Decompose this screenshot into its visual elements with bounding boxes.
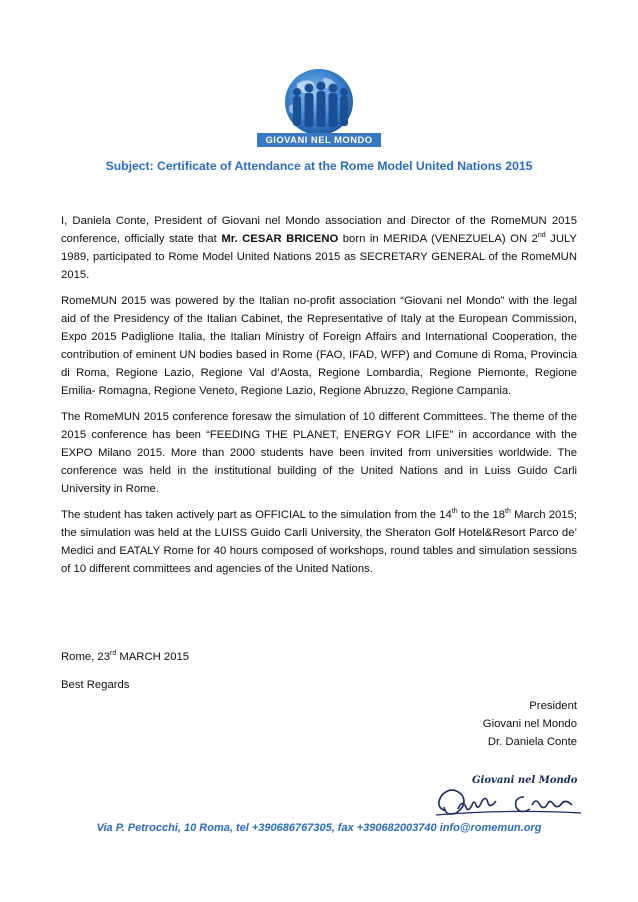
svg-text:Giovani nel Mondo: Giovani nel Mondo: [472, 775, 578, 786]
paragraph-4: [61, 506, 577, 578]
paragraph-3: The RomeMUN 2015 conference foresaw the simulation of 10 different Committees. The theme of the 2015 conference has been “FEEDING THE PLANET, ENERGY FOR LIFE” in accordance with the EXPO Milano 2015. More than 2000 students have been invited from universities worldwide. The conference was held in the institutional building of the United Nations and in Luiss Guido Carli University in Rome.: [61, 411, 577, 495]
date-text-b: MARCH 2015: [116, 651, 190, 663]
logo-text: GIOVANI NEL MONDO: [257, 133, 381, 147]
signature-block: [483, 697, 577, 751]
p1-text-a: I, Daniela Conte, President of Giovani nel Mondo association and Director of the RomeMUN 2015 conference, officially state that: [61, 215, 577, 245]
p1-text-c: JULY 1989, participated to Rome Model United Nations 2015 as SECRETARY GENERAL of the RomeMUN 2015.: [61, 233, 577, 281]
handwritten-signature: [428, 769, 588, 821]
p4-text-b: to the 18: [457, 509, 506, 521]
p1-sup: nd: [537, 232, 546, 240]
date-line: [61, 651, 189, 663]
paragraph-2: RomeMUN 2015 was powered by the Italian no-profit association “Giovani nel Mondo” with the legal aid of the Presidency of the Italian Cabinet, the Representative of Italy at the European Commission, Expo 2015 Padiglione Italia, the Italian Ministry of Foreign Affairs and International Cooperation, the contribution of eminent UN bodies based in Rome (FAO, IFAD, WFP) and Comune di Roma, Provincia di Roma, Regione Lazio, Regione Val d’Aosta, Regione Lombardia, Regione Piemonte, Regione Emilia- Romagna, Regione Veneto, Regione Lazio, Regione Abruzzo, Regione Campania.: [61, 295, 577, 397]
signer-title: President: [529, 700, 577, 712]
p4-sup-1: th: [451, 508, 458, 516]
globe-people-icon: [257, 62, 381, 134]
student-name: Mr. CESAR BRICENO: [221, 233, 339, 245]
p1-text-b: born in MERIDA (VENEZUELA) ON 2: [338, 233, 538, 245]
signer-name: Dr. Daniela Conte: [487, 736, 577, 748]
p4-text-a: The student has taken actively part as OFFICIAL to the simulation from the 14: [61, 509, 452, 521]
date-sup: rd: [109, 650, 117, 658]
footer-contact: Via P. Petrocchi, 10 Roma, tel +390686767305, fax +390682003740 info@romemun.org: [96, 822, 542, 834]
signer-organization: Giovani nel Mondo: [482, 718, 577, 730]
giovani-nel-mondo-logo: [257, 62, 381, 147]
date-text-a: Rome, 23: [61, 651, 110, 663]
subject-heading: Subject: Certificate of Attendance at the Rome Model United Nations 2015: [105, 159, 533, 173]
p4-text-c: March 2015; the simulation was held at the LUISS Guido Carli University, the Sheraton Golf Hotel&Resort Parco de’ Medici and EATALY Rome for 40 hours composed of workshops, round tables and simulation sessions of 10 different committees and agencies of the United Nations.: [61, 509, 578, 575]
paragraph-1: [61, 212, 577, 284]
certificate-body: [61, 212, 577, 586]
closing-regards: Best Regards: [61, 679, 130, 691]
p4-sup-2: th: [505, 508, 511, 516]
